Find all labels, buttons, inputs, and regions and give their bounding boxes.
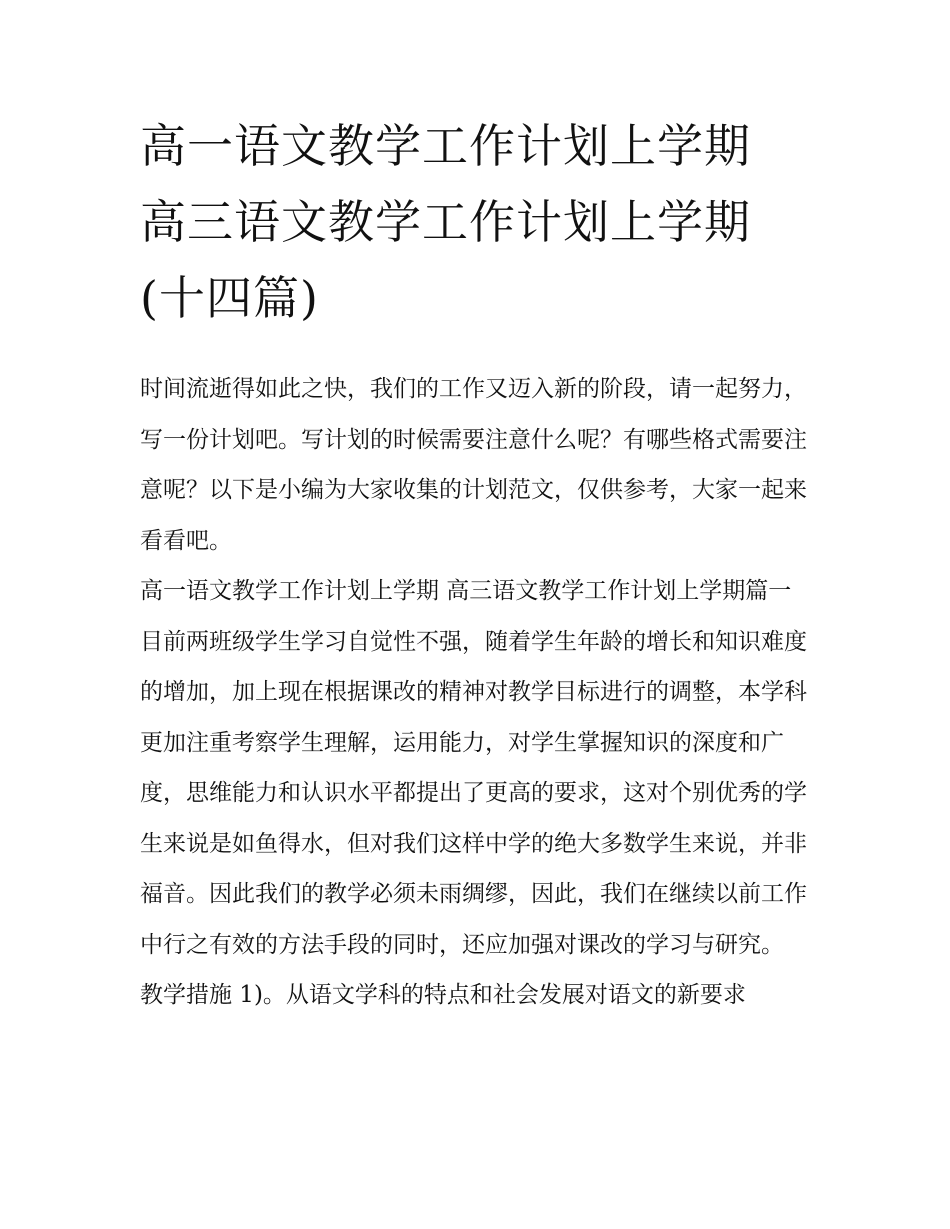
intro-paragraph: 时间流逝得如此之快，我们的工作又迈入新的阶段，请一起努力，写一份计划吧。写计划的时候需要注意什么呢？有哪些格式需要注意呢？以下是小编为大家收集的计划范文，仅供参考，大家一起来看看吧。: [140, 376, 807, 554]
document-body: [140, 364, 820, 1021]
title-line-1: 高一语文教学工作计划上学期: [140, 119, 751, 173]
section-heading: 高一语文教学工作计划上学期 高三语文教学工作计划上学期篇一: [140, 578, 792, 604]
document-title: [140, 108, 820, 336]
body-paragraph: 目前两班级学生学习自觉性不强，随着学生年龄的增长和知识难度的增加，加上现在根据课改的精神对教学目标进行的调整，本学科更加注重考察学生理解，运用能力，对学生掌握知识的深度和广度，思维能力和认识水平都提出了更高的要求，这对个别优秀的学生来说是如鱼得水，但对我们这样中学的绝大多数学生来说，并非福音。因此我们的教学必须未雨绸缪，因此，我们在继续以前工作中行之有效的方法手段的同时，还应加强对课改的学习与研究。: [140, 628, 807, 958]
measures-paragraph: 教学措施 1)。从语文学科的特点和社会发展对语文的新要求: [140, 982, 746, 1008]
title-line-3: (十四篇): [140, 271, 319, 325]
title-line-2: 高三语文教学工作计划上学期: [140, 195, 751, 249]
